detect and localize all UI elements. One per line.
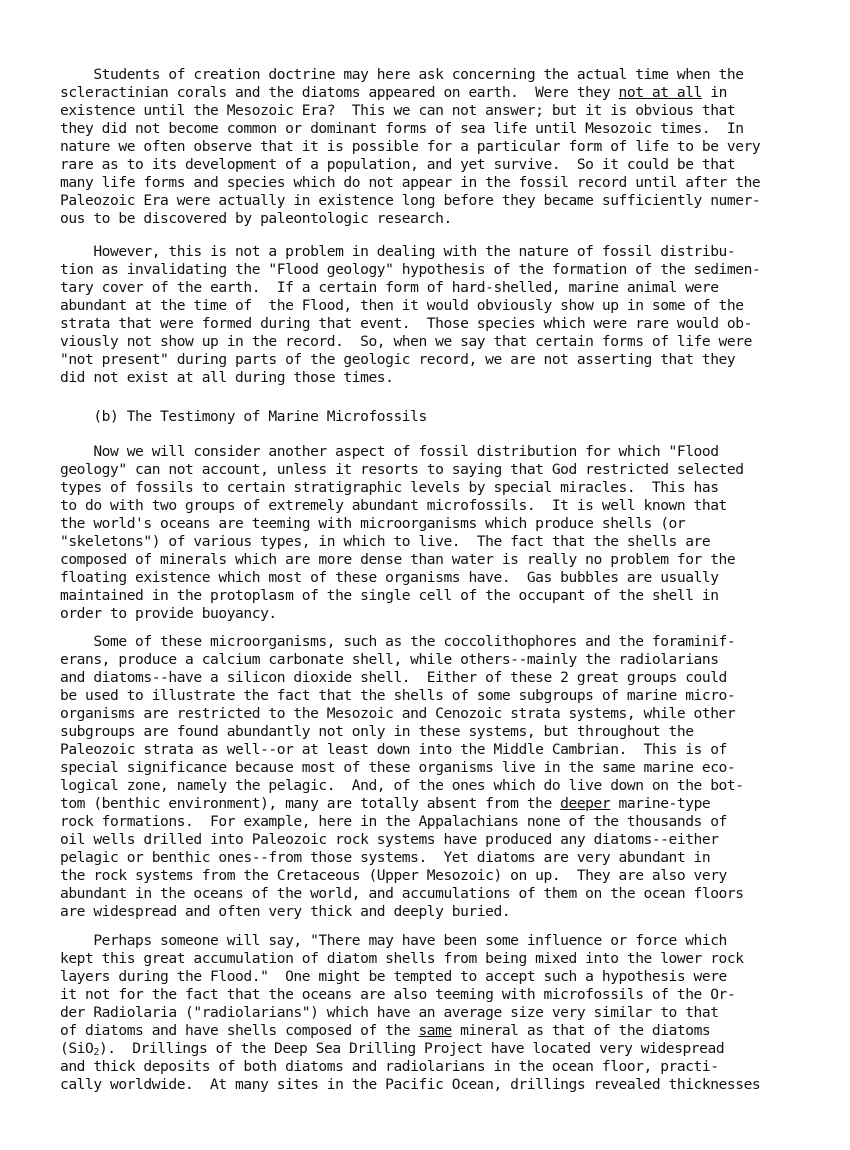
paragraph-4-line xyxy=(60,795,710,813)
paragraph-3-line: to do with two groups of extremely abundant microfossils. It is well known that xyxy=(60,497,727,514)
paragraph-5-line: Perhaps someone will say, "There may have been some influence or force which xyxy=(60,932,727,949)
paragraph-1-line xyxy=(60,84,727,102)
paragraph-4-line: oil wells drilled into Paleozoic rock systems have produced any diatoms--either xyxy=(60,831,719,848)
paragraph-5-line: and thick deposits of both diatoms and radiolarians in the ocean floor, practi- xyxy=(60,1058,719,1075)
paragraph-3-line: order to provide buoyancy. xyxy=(60,605,277,622)
underlined-text: not at all xyxy=(618,84,702,101)
paragraph-2-line: "not present" during parts of the geologic record, we are not asserting that they xyxy=(60,351,736,368)
text-run: ). Drillings of the Deep Sea Drilling Project have located very widespread xyxy=(98,1040,725,1057)
paragraph-5-line: it not for the fact that the oceans are also teeming with microfossils of the Or- xyxy=(60,986,736,1003)
text-run: of diatoms and have shells composed of the xyxy=(60,1022,419,1039)
paragraph-2-line: abundant at the time of the Flood, then it would obviously show up in some of the xyxy=(60,297,744,314)
paragraph-4-line: organisms are restricted to the Mesozoic and Cenozoic strata systems, while other xyxy=(60,705,736,722)
paragraph-1-line: many life forms and species which do not appear in the fossil record until after the xyxy=(60,174,761,191)
paragraph-4-line: rock formations. For example, here in the Appalachians none of the thousands of xyxy=(60,813,727,830)
paragraph-1-line: Students of creation doctrine may here ask concerning the actual time when the xyxy=(60,66,744,83)
paragraph-4-line: subgroups are found abundantly not only in these systems, but throughout the xyxy=(60,723,694,740)
paragraph-1-line: rare as to its development of a population, and yet survive. So it could be that xyxy=(60,156,736,173)
text-run: (SiO xyxy=(60,1040,94,1057)
paragraph-4-line: Some of these microorganisms, such as the coccolithophores and the foraminif- xyxy=(60,633,736,650)
paragraph-3-line: floating existence which most of these organisms have. Gas bubbles are usually xyxy=(60,569,719,586)
subscript-text: 2 xyxy=(93,1047,99,1058)
text-run: tom (benthic environment), many are totally absent from the xyxy=(60,795,561,812)
paragraph-4-line: Paleozoic strata as well--or at least down into the Middle Cambrian. This is of xyxy=(60,741,727,758)
underlined-text: same xyxy=(418,1022,452,1039)
paragraph-5-line: kept this great accumulation of diatom shells from being mixed into the lower rock xyxy=(60,950,744,967)
paragraph-3-line: the world's oceans are teeming with microorganisms which produce shells (or xyxy=(60,515,686,532)
paragraph-1-line: they did not become common or dominant forms of sea life until Mesozoic times. In xyxy=(60,120,744,137)
paragraph-3-line: Now we will consider another aspect of fossil distribution for which "Flood xyxy=(60,443,719,460)
paragraph-2-line: However, this is not a problem in dealing with the nature of fossil distribu- xyxy=(60,243,736,260)
paragraph-4-line: special significance because most of these organisms live in the same marine eco- xyxy=(60,759,736,776)
paragraph-1-line: ous to be discovered by paleontologic research. xyxy=(60,210,452,227)
text-run: scleractinian corals and the diatoms appeared on earth. Were they xyxy=(60,84,619,101)
paragraph-3-line: maintained in the protoplasm of the single cell of the occupant of the shell in xyxy=(60,587,719,604)
paragraph-5-line: der Radiolaria ("radiolarians") which have an average size very similar to that xyxy=(60,1004,719,1021)
section-heading: (b) The Testimony of Marine Microfossils xyxy=(60,408,427,425)
paragraph-5-line: layers during the Flood." One might be tempted to accept such a hypothesis were xyxy=(60,968,727,985)
text-run: in xyxy=(701,84,727,101)
paragraph-2-line: strata that were formed during that event. Those species which were rare would ob- xyxy=(60,315,752,332)
paragraph-1-line: Paleozoic Era were actually in existence long before they became sufficiently numer- xyxy=(60,192,761,209)
text-run: mineral as that of the diatoms xyxy=(451,1022,711,1039)
paragraph-4-line: abundant in the oceans of the world, and accumulations of them on the ocean floors xyxy=(60,885,744,902)
paragraph-5-line: cally worldwide. At many sites in the Pacific Ocean, drillings revealed thicknesses xyxy=(60,1076,761,1093)
paragraph-4-line: pelagic or benthic ones--from those systems. Yet diatoms are very abundant in xyxy=(60,849,711,866)
paragraph-2-line: tary cover of the earth. If a certain form of hard-shelled, marine animal were xyxy=(60,279,719,296)
paragraph-5-line xyxy=(60,1022,710,1040)
paragraph-4-line: the rock systems from the Cretaceous (Upper Mesozoic) on up. They are also very xyxy=(60,867,727,884)
paragraph-3-line: "skeletons") of various types, in which to live. The fact that the shells are xyxy=(60,533,711,550)
paragraph-2-line: viously not show up in the record. So, when we say that certain forms of life were xyxy=(60,333,752,350)
paragraph-3-line: types of fossils to certain stratigraphic levels by special miracles. This has xyxy=(60,479,719,496)
paragraph-4-line: and diatoms--have a silicon dioxide shell. Either of these 2 great groups could xyxy=(60,669,727,686)
text-run: marine-type xyxy=(610,795,711,812)
paragraph-1-line: nature we often observe that it is possible for a particular form of life to be very xyxy=(60,138,761,155)
paragraph-2-line: did not exist at all during those times. xyxy=(60,369,394,386)
paragraph-2-line: tion as invalidating the "Flood geology" hypothesis of the formation of the sedimen- xyxy=(60,261,761,278)
paragraph-4-line: be used to illustrate the fact that the shells of some subgroups of marine micro- xyxy=(60,687,736,704)
paragraph-4-line: are widespread and often very thick and deeply buried. xyxy=(60,903,511,920)
paragraph-4-line: logical zone, namely the pelagic. And, of the ones which do live down on the bot- xyxy=(60,777,744,794)
underlined-text: deeper xyxy=(560,795,611,812)
paragraph-3-line: composed of minerals which are more dense than water is really no problem for the xyxy=(60,551,736,568)
paragraph-3-line: geology" can not account, unless it resorts to saying that God restricted selected xyxy=(60,461,744,478)
paragraph-1-line: existence until the Mesozoic Era? This we can not answer; but it is obvious that xyxy=(60,102,736,119)
paragraph-4-line: erans, produce a calcium carbonate shell, while others--mainly the radiolarians xyxy=(60,651,719,668)
